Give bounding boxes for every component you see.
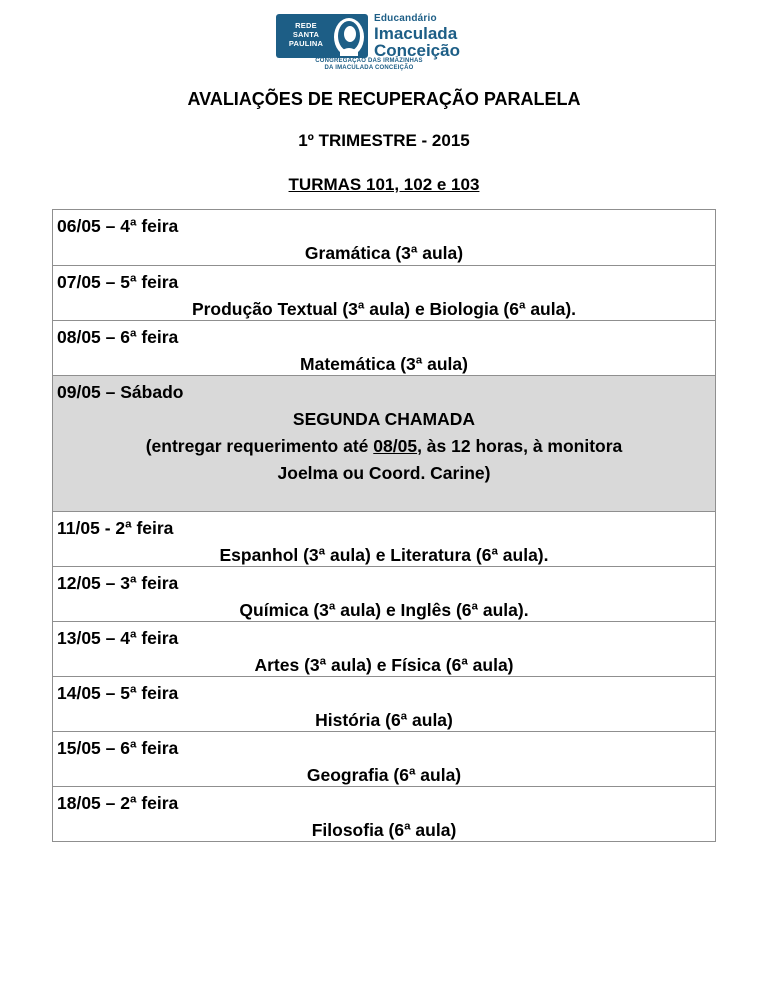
row-date: 06/05 – 4ª feira xyxy=(57,216,179,236)
row-date: 13/05 – 4ª feira xyxy=(57,628,179,648)
row-subjects: Produção Textual (3ª aula) e Biologia (6ª aula). xyxy=(191,299,577,319)
logo-badge-line: REDE xyxy=(295,21,317,30)
note-text: , às 12 horas, à monitora xyxy=(417,436,623,456)
row-date: 15/05 – 6ª feira xyxy=(57,738,179,758)
note-deadline-date: 08/05 xyxy=(373,436,418,456)
schedule-row xyxy=(53,566,715,621)
logo-badge-text xyxy=(282,21,330,48)
row-subjects: História (6ª aula) xyxy=(315,710,453,730)
classes-heading: TURMAS 101, 102 e 103 xyxy=(288,175,480,194)
schedule-row xyxy=(53,320,715,375)
schedule-row xyxy=(53,265,715,320)
logo-badge-line: PAULINA xyxy=(288,39,324,48)
logo-school-name xyxy=(374,14,460,59)
row-date: 14/05 – 5ª feira xyxy=(57,683,179,703)
row-date: 07/05 – 5ª feira xyxy=(57,272,179,292)
second-call-note xyxy=(57,433,711,460)
second-call-row xyxy=(53,375,715,511)
row-date: 08/05 – 6ª feira xyxy=(57,327,179,347)
note-text: (entregar requerimento até xyxy=(145,436,374,456)
logo-name-line: Conceição xyxy=(374,41,460,60)
schedule-row xyxy=(53,621,715,676)
logo-sub-line: DA IMACULADA CONCEIÇÃO xyxy=(324,65,414,71)
row-subjects: Artes (3ª aula) e Física (6ª aula) xyxy=(254,655,514,675)
row-date: 09/05 – Sábado xyxy=(57,382,184,402)
schedule-table xyxy=(52,209,716,842)
schedule-row xyxy=(53,210,715,265)
row-subjects: Matemática (3ª aula) xyxy=(300,354,468,374)
row-subjects: Filosofia (6ª aula) xyxy=(311,820,457,840)
logo-badge xyxy=(276,14,368,58)
schedule-row xyxy=(53,511,715,566)
saint-portrait-icon xyxy=(332,16,366,58)
schedule-row xyxy=(53,676,715,731)
row-subjects: Química (3ª aula) e Inglês (6ª aula). xyxy=(239,600,529,620)
row-date: 12/05 – 3ª feira xyxy=(57,573,179,593)
logo-badge-line: SANTA xyxy=(292,30,320,39)
logo-name-line: Educandário xyxy=(374,13,437,24)
row-date: 11/05 - 2ª feira xyxy=(57,518,174,538)
school-logo xyxy=(276,14,466,76)
second-call-note-line2: Joelma ou Coord. Carine) xyxy=(277,463,491,483)
second-call-heading: SEGUNDA CHAMADA xyxy=(292,409,476,429)
logo-name-line: Imaculada xyxy=(374,24,458,43)
logo-sub-line: CONGREGAÇÃO DAS IRMÃZINHAS xyxy=(315,58,423,64)
row-date: 18/05 – 2ª feira xyxy=(57,793,179,813)
row-subjects: Gramática (3ª aula) xyxy=(304,243,464,263)
schedule-row xyxy=(53,786,715,841)
row-subjects: Espanhol (3ª aula) e Literatura (6ª aula). xyxy=(219,545,549,565)
term-heading: 1º TRIMESTRE - 2015 xyxy=(298,131,470,150)
row-subjects: Geografia (6ª aula) xyxy=(306,765,462,785)
page-title: AVALIAÇÕES DE RECUPERAÇÃO PARALELA xyxy=(187,89,581,109)
schedule-row xyxy=(53,731,715,786)
logo-congregation xyxy=(276,58,462,72)
